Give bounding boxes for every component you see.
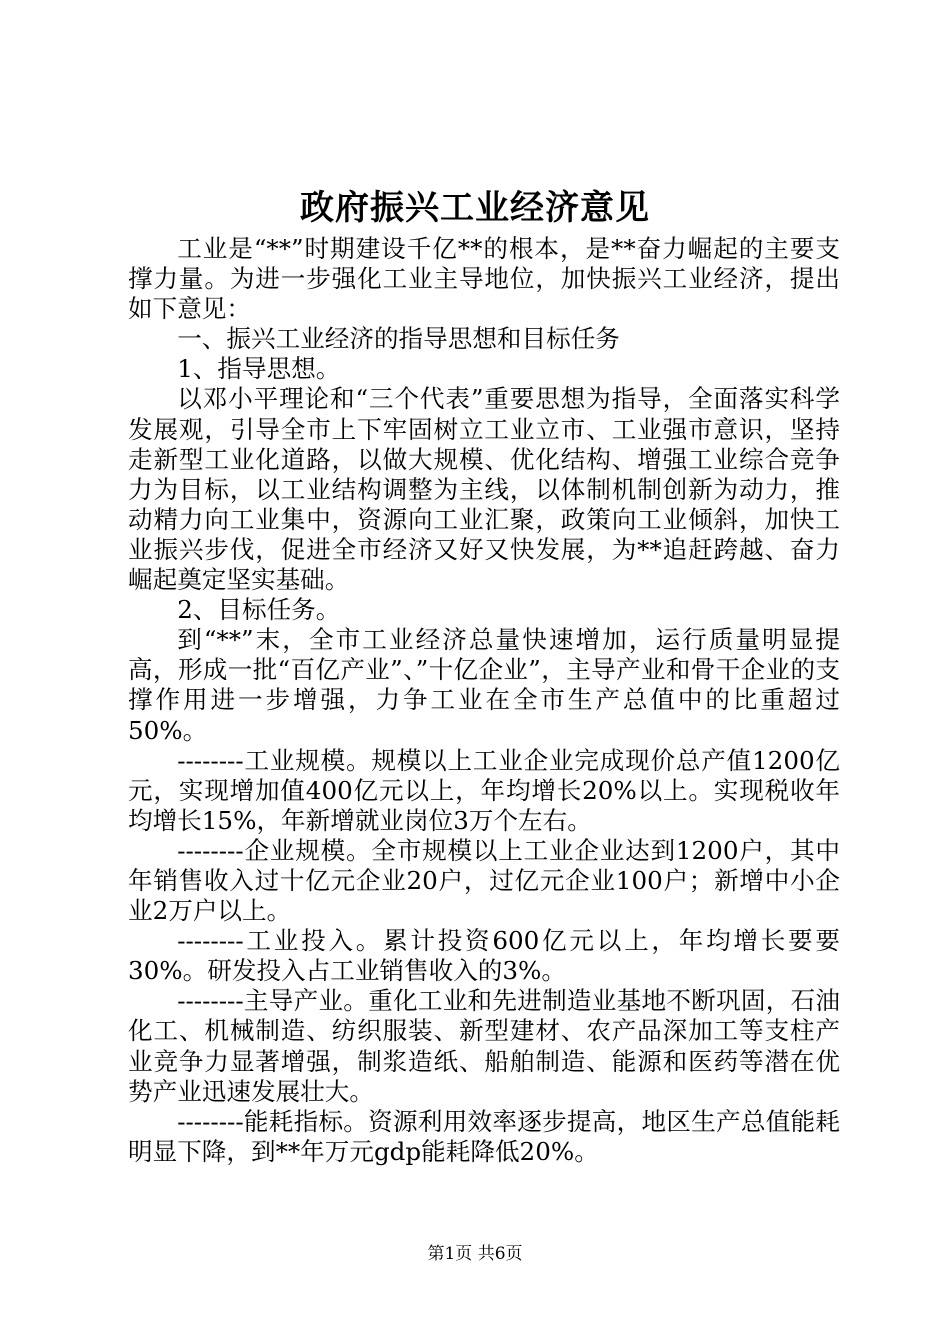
subheading-guiding-thought: 1、指导思想。 bbox=[177, 354, 341, 384]
page-footer: 第1页 共6页 bbox=[427, 1244, 523, 1264]
document-title: 政府振兴工业经济意见 bbox=[300, 188, 650, 228]
paragraph-leading-industries: --------主导产业。重化工业和先进制造业基地不断巩固，石油化工、机械制造、纺织服装、新型建材、农产品深加工等支柱产业竞争力显著增强，制浆造纸、船舶制造、能源和医药等潜在优势产业迅速发展壮大。 bbox=[128, 986, 840, 1106]
section-heading-1: 一、振兴工业经济的指导思想和目标任务 bbox=[177, 324, 620, 354]
paragraph-industrial-scale: --------工业规模。规模以上工业企业完成现价总产值1200亿元，实现增加值400亿元以上，年均增长20%以上。实现税收年均增长15%，年新增就业岗位3万个左右。 bbox=[128, 745, 840, 835]
paragraph-targets: 到“**”末，全市工业经济总量快速增加，运行质量明显提高，形成一批“百亿产业”、”十亿企业”，主导产业和骨干企业的支撑作用进一步增强，力争工业在全市生产总值中的比重超过50%。 bbox=[128, 625, 840, 745]
paragraph-energy-indicators: --------能耗指标。资源利用效率逐步提高，地区生产总值能耗明显下降，到**年万元gdp能耗降低20%。 bbox=[128, 1106, 840, 1166]
paragraph-industrial-investment: --------工业投入。累计投资600亿元以上，年均增长要要30%。研发投入占工业销售收入的3%。 bbox=[128, 926, 840, 986]
paragraph-guiding-thought: 以邓小平理论和“三个代表”重要思想为指导，全面落实科学发展观，引导全市上下牢固树立工业立市、工业强市意识，坚持走新型工业化道路，以做大规模、优化结构、增强工业综合竞争力为目标，以工业结构调整为主线，以体制机制创新为动力，推动精力向工业集中，资源向工业汇聚，政策向工业倾斜，加快工业振兴步伐，促进全市经济又好又快发展，为**追赶跨越、奋力崛起奠定坚实基础。 bbox=[128, 384, 840, 595]
document-body bbox=[128, 234, 840, 1167]
paragraph-intro: 工业是“**”时期建设千亿**的根本，是**奋力崛起的主要支撑力量。为进一步强化工业主导地位，加快振兴工业经济，提出如下意见： bbox=[128, 234, 840, 324]
paragraph-enterprise-scale: --------企业规模。全市规模以上工业企业达到1200户，其中年销售收入过十亿元企业20户，过亿元企业100户；新增中小企业2万户以上。 bbox=[128, 835, 840, 926]
subheading-targets: 2、目标任务。 bbox=[177, 595, 341, 625]
